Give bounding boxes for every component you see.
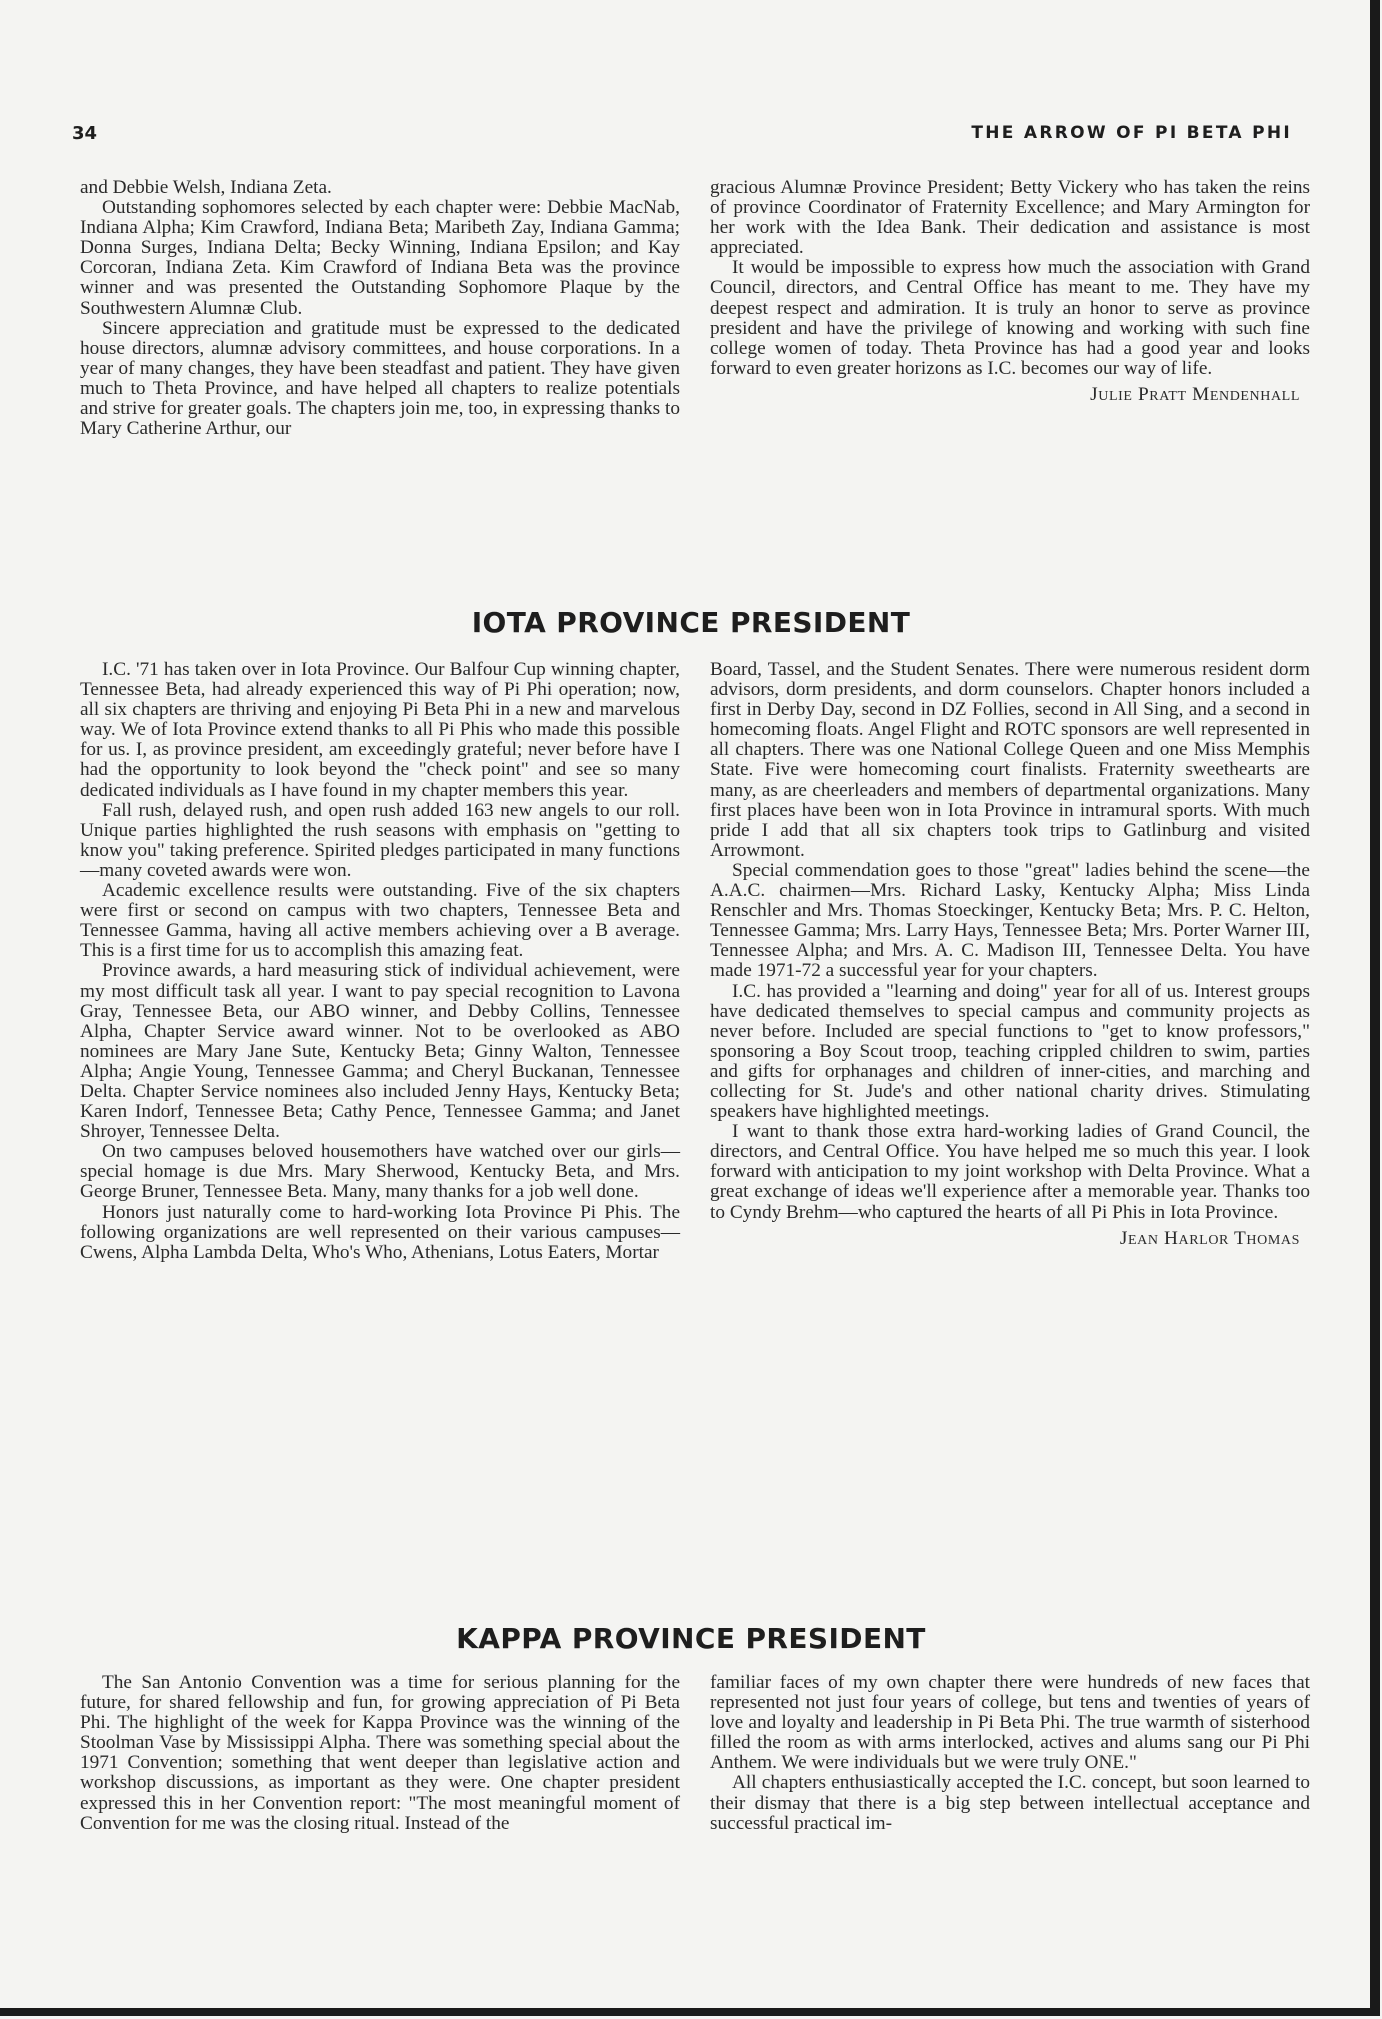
kappa-paragraph: familiar faces of my own chapter there were hundreds of new faces that represented not just four years of college, but tens and twenties of years of love and loyalty and leadership in Pi Beta Phi. The true warmth of sisterhood filled the room as with arms interlocked, actives and alums sang our Pi Phi Anthem. We were individuals but we were truly ONE." xyxy=(710,1672,1310,1774)
theta-paragraph: and Debbie Welsh, Indiana Zeta. xyxy=(80,177,332,198)
theta-paragraph: Sincere appreciation and gratitude must be expressed to the dedicated house directors, alumnæ advisory committees, and house corporations. In a year of many changes, they have been steadfast and patient. They have given much to Theta Province, and have helped all chapters to realize potentials and strive for greater goals. The chapters join me, too, in expressing thanks to Mary Catherine Arthur, our xyxy=(80,317,680,440)
theta-paragraph: Outstanding sophomores selected by each chapter were: Debbie MacNab, Indiana Alpha; Kim Crawford, Indiana Beta; Maribeth Zay, Indiana Gamma; Donna Surges, Indiana Delta; Becky Winning, Indiana Epsilon; and Kay Corcoran, Indiana Zeta. Kim Crawford of Indiana Beta was the province winner and was presented the Outstanding Sophomore Plaque by the Southwestern Alumnæ Club. xyxy=(80,197,680,319)
theta-left-column xyxy=(80,178,680,439)
page-number: 34 xyxy=(72,123,98,144)
iota-paragraph: Special commendation goes to those "great" ladies behind the scene—the A.A.C. chairmen—Mrs. Richard Lasky, Kentucky Alpha; Miss Linda Renschler and Mrs. Thomas Stoeckinger, Kentucky Beta; Mrs. P. C. Helton, Tennessee Gamma; Mrs. Larry Hays, Tennessee Beta; Mrs. Porter Warner III, Tennessee Alpha; and Mrs. A. C. Madison III, Tennessee Delta. You have made 1971-72 a successful year for your chapters. xyxy=(710,859,1310,982)
iota-paragraph: Fall rush, delayed rush, and open rush added 163 new angels to our roll. Unique parties highlighted the rush seasons with emphasis on "getting to know you" taking preference. Spirited pledges participated in many functions—many coveted awards were won. xyxy=(80,799,680,881)
kappa-right-column xyxy=(710,1673,1310,1834)
theta-right-column xyxy=(710,178,1310,405)
iota-paragraph: Board, Tassel, and the Student Senates. There were numerous resident dorm advisors, dorm presidents, and dorm counselors. Chapter honors included a first in Derby Day, second in DZ Follies, second in All Sing, and a second in homecoming floats. Angel Flight and ROTC sponsors are well represented in all chapters. There was one National College Queen and one Miss Memphis State. Five were homecoming court finalists. Fraternity sweethearts are many, as are cheerleaders and members of departmental organizations. Many first places have been won in Iota Province in intramural sports. With much pride I add that all six chapters took trips to Gatlinburg and visited Arrowmont. xyxy=(710,659,1310,861)
iota-paragraph: Academic excellence results were outstanding. Five of the six chapters were first or second on campus with two chapters, Tennessee Beta and Tennessee Gamma, having all active members achieving over a B average. This is a first time for us to accomplish this amazing feat. xyxy=(80,880,680,962)
iota-paragraph: Honors just naturally come to hard-working Iota Province Pi Phis. The following organizations are well represented on their various campuses—Cwens, Alpha Lambda Delta, Who's Who, Athenians, Lotus Eaters, Mortar xyxy=(80,1201,680,1263)
iota-heading: IOTA PROVINCE PRESIDENT xyxy=(471,606,911,639)
kappa-heading: KAPPA PROVINCE PRESIDENT xyxy=(456,1622,926,1655)
iota-paragraph: Province awards, a hard measuring stick of individual achievement, were my most difficult task all year. I want to pay special recognition to Lavona Gray, Tennessee Beta, our ABO winner, and Debby Collins, Tennessee Alpha, Chapter Service award winner. Not to be overlooked as ABO nominees are Mary Jane Sute, Kentucky Beta; Ginny Walton, Tennessee Alpha; Angie Young, Tennessee Gamma; and Cheryl Buckanan, Tennessee Delta. Chapter Service nominees also included Jenny Hays, Kentucky Beta; Karen Indorf, Tennessee Beta; Cathy Pence, Tennessee Gamma; and Janet Shroyer, Tennessee Delta. xyxy=(80,960,680,1143)
iota-right-column xyxy=(710,660,1310,1249)
iota-paragraph: I want to thank those extra hard-working ladies of Grand Council, the directors, and Central Office. You have helped me so much this year. I look forward with anticipation to my joint workshop with Delta Province. What a great exchange of ideas we'll experience after a memorable year. Thanks too to Cyndy Brehm—who captured the hearts of all Pi Phis in Iota Province. xyxy=(710,1121,1310,1223)
kappa-left-column xyxy=(80,1673,680,1834)
iota-paragraph: I.C. '71 has taken over in Iota Province. Our Balfour Cup winning chapter, Tennessee Beta, had already experienced this way of Pi Phi operation; now, all six chapters are thriving and enjoying Pi Beta Phi in a new and marvelous way. We of Iota Province extend thanks to all Pi Phis who made this possible for us. I, as province president, am exceedingly grateful; never before have I had the opportunity to look beyond the "check point" and see so many dedicated individuals as I have found in my chapter members this year. xyxy=(80,659,680,801)
kappa-paragraph: The San Antonio Convention was a time for serious planning for the future, for shared fellowship and fun, for growing appreciation of Pi Beta Phi. The highlight of the week for Kappa Province was the winning of the Stoolman Vase by Mississippi Alpha. There was something special about the 1971 Convention; something that went deeper than legislative action and workshop discussions, as important as they were. One chapter president expressed this in her Convention report: "The most meaningful moment of Convention for me was the closing ritual. Instead of the xyxy=(80,1672,680,1834)
theta-paragraph: It would be impossible to express how much the association with Grand Council, directors, and Central Office has meant to me. They have my deepest respect and admiration. It is truly an honor to serve as province president and have the privilege of knowing and working with such fine college women of today. Theta Province has had a good year and looks forward to even greater horizons as I.C. becomes our way of life. xyxy=(710,257,1310,379)
iota-paragraph: I.C. has provided a "learning and doing" year for all of us. Interest groups have dedicated themselves to special campus and community projects as never before. Included are special functions to "get to know professors," sponsoring a Boy Scout troop, teaching crippled children to swim, parties and gifts for orphanages and children of inner-cities, and marching and collecting for St. Jude's and other national charity drives. Stimulating speakers have highlighted meetings. xyxy=(710,980,1310,1123)
theta-signature: Julie Pratt Mendenhall xyxy=(1090,383,1300,405)
iota-left-column xyxy=(80,660,680,1263)
kappa-paragraph: All chapters enthusiastically accepted the I.C. concept, but soon learned to their dismay that there is a big step between intellectual acceptance and successful practical im- xyxy=(710,1772,1310,1834)
theta-paragraph: gracious Alumnæ Province President; Betty Vickery who has taken the reins of province Coordinator of Fraternity Excellence; and Mary Armington for her work with the Idea Bank. Their dedication and assistance is most appreciated. xyxy=(710,177,1310,259)
running-head: THE ARROW OF PI BETA PHI xyxy=(971,123,1292,143)
iota-paragraph: On two campuses beloved housemothers have watched over our girls—special homage is due Mrs. Mary Sherwood, Kentucky Beta, and Mrs. George Bruner, Tennessee Beta. Many, many thanks for a job well done. xyxy=(80,1141,680,1203)
iota-signature: Jean Harlor Thomas xyxy=(1119,1227,1300,1249)
